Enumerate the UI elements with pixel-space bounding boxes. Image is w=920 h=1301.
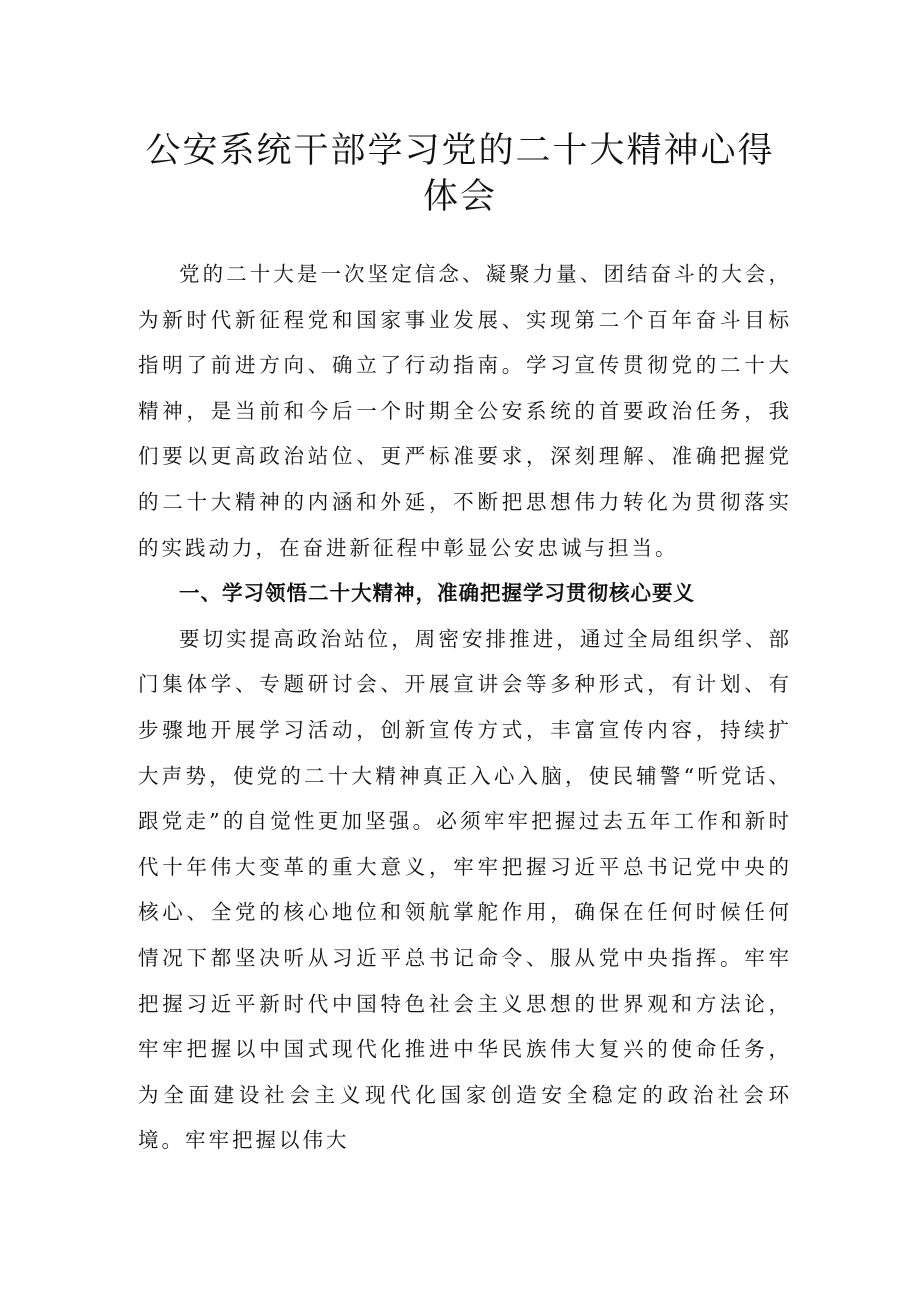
document-title: 公安系统干部学习党的二十大精神心得体会 <box>145 131 775 217</box>
section-paragraph: 要切实提高政治站位，周密安排推进，通过全局组织学、部门集体学、专题研讨会、开展宣讲会等多种形式，有计划、有步骤地开展学习活动，创新宣传方式，丰富宣传内容，持续扩大声势，使党的二十大精神真正入心入脑，使民辅警“听党话、跟党走”的自觉性更加坚强。必须牢牢把握过去五年工作和新时代十年伟大变革的重大意义，牢牢把握习近平总书记党中央的核心、全党的核心地位和领航掌舵作用，确保在任何时候任何情况下都坚决听从习近平总书记命令、服从党中央指挥。牢牢把握习近平新时代中国特色社会主义思想的世界观和方法论，牢牢把握以中国式现代化推进中华民族伟大复兴的使命任务，为全面建设社会主义现代化国家创造安全稳定的政治社会环境。牢牢把握以伟大 <box>138 626 792 1153</box>
intro-paragraph: 党的二十大是一次坚定信念、凝聚力量、团结奋斗的大会，为新时代新征程党和国家事业发展、实现第二个百年奋斗目标指明了前进方向、确立了行动指南。学习宣传贯彻党的二十大精神，是当前和今后一个时期全公安系统的首要政治任务，我们要以更高政治站位、更严标准要求，深刻理解、准确把握党的二十大精神的内涵和外延，不断把思想伟力转化为贯彻落实的实践动力，在奋进新征程中彰显公安忠诚与担当。 <box>138 262 792 560</box>
document-body <box>138 252 792 1164</box>
section-heading: 一、学习领悟二十大精神，准确把握学习贯彻核心要义 <box>179 581 695 606</box>
